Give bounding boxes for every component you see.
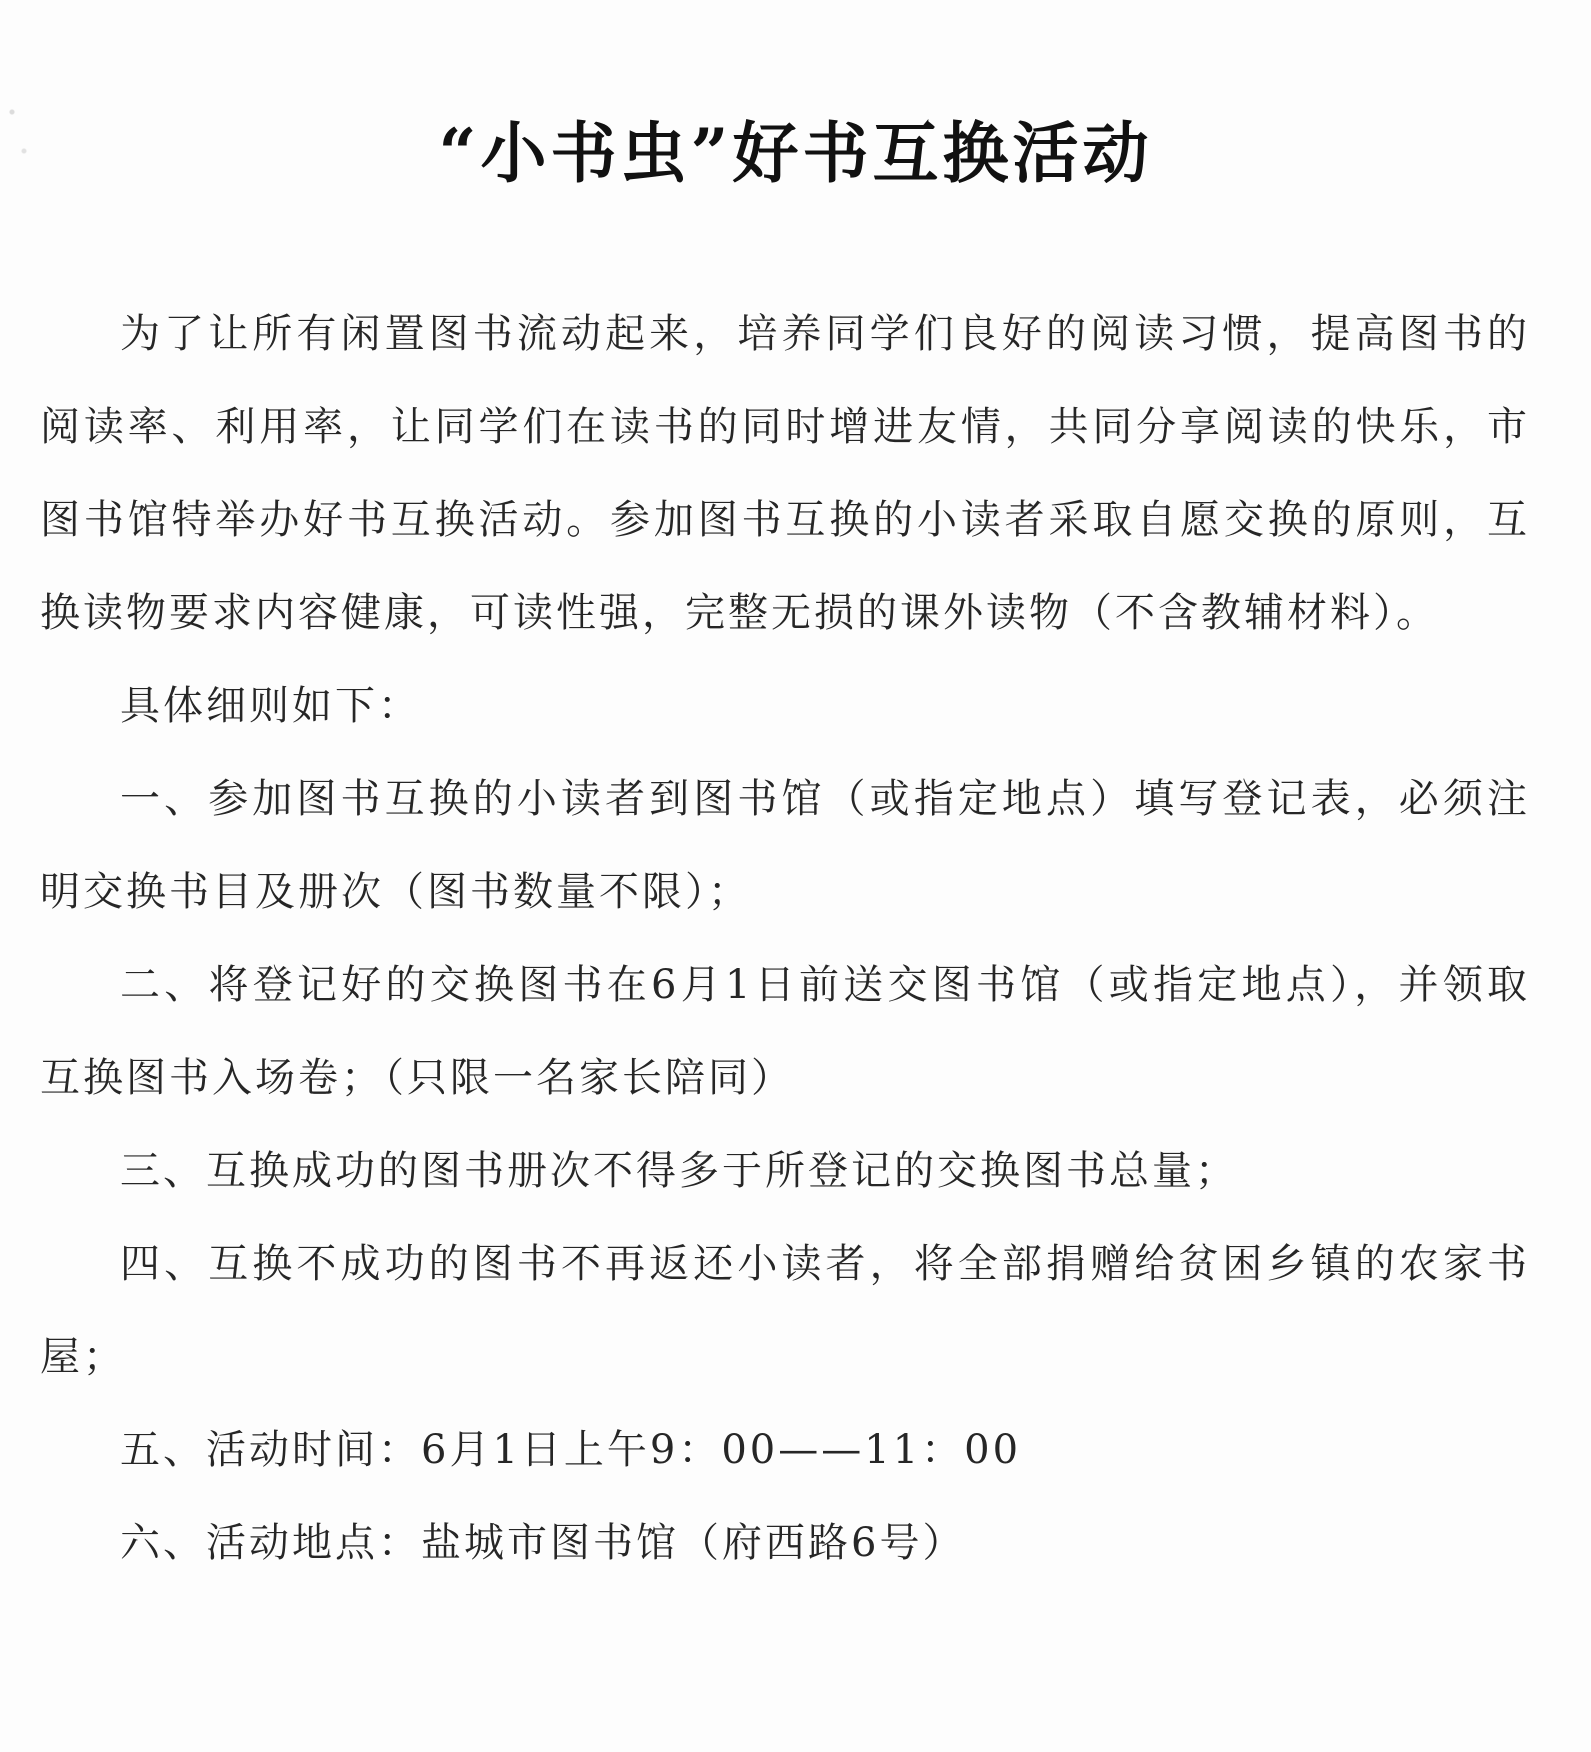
- document-body: [40, 288, 1530, 1590]
- rule-2: 二、将登记好的交换图书在6月1日前送交图书馆（或指定地点），并领取互换图书入场卷；（只限一名家长陪同）: [40, 962, 1530, 1101]
- rule-5-time: 五、活动时间：6月1日上午9：00——11：00: [120, 1427, 1022, 1473]
- rule-6-location: 六、活动地点：盐城市图书馆（府西路6号）: [120, 1520, 966, 1566]
- rule-3: 三、互换成功的图书册次不得多于所登记的交换图书总量；: [120, 1148, 1238, 1194]
- intro-paragraph: 为了让所有闲置图书流动起来，培养同学们良好的阅读习惯，提高图书的阅读率、利用率，让同学们在读书的同时增进友情，共同分享阅读的快乐，市图书馆特举办好书互换活动。参加图书互换的小读者采取自愿交换的原则，互换读物要求内容健康，可读性强，完整无损的课外读物（不含教辅材料）。: [40, 311, 1530, 636]
- rule-4: 四、互换不成功的图书不再返还小读者，将全部捐赠给贫困乡镇的农家书屋；: [40, 1241, 1530, 1380]
- rule-1: 一、参加图书互换的小读者到图书馆（或指定地点）填写登记表，必须注明交换书目及册次（图书数量不限）；: [40, 776, 1530, 915]
- document-title: “小书虫”好书互换活动: [438, 114, 1153, 192]
- rules-heading: 具体细则如下：: [120, 683, 421, 729]
